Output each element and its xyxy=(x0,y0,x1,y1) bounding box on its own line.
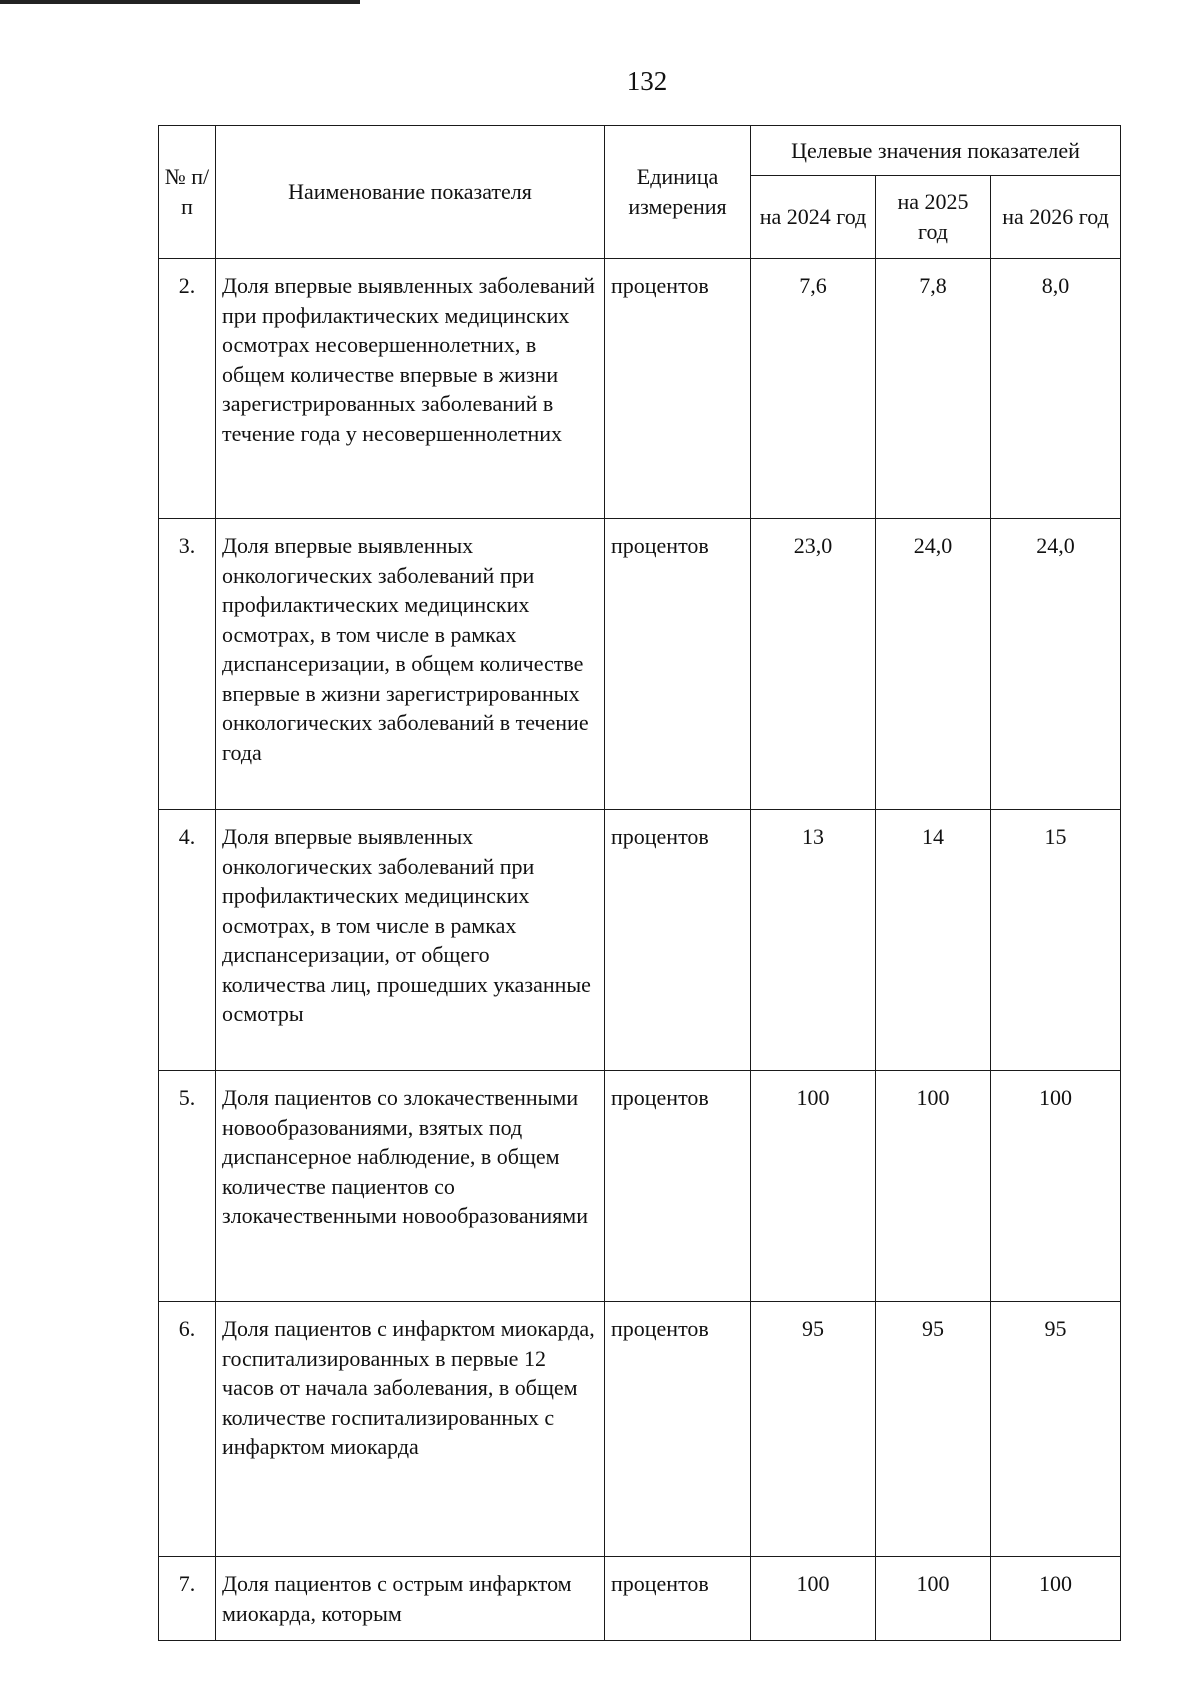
header-number: № п/п xyxy=(159,126,216,259)
row-number: 6. xyxy=(159,1302,216,1557)
table-row xyxy=(159,1302,1121,1557)
indicator-name: Доля впервые выявленных заболеваний при профилактических медицинских осмотрах несовершеннолетних, в общем количестве впервые в жизни зарегистрированных заболеваний в течение года у несовершеннолетних xyxy=(216,259,605,519)
table-row xyxy=(159,810,1121,1071)
table-row xyxy=(159,519,1121,810)
indicator-name: Доля впервые выявленных онкологических заболеваний при профилактических медицинских осмотрах, в том числе в рамках диспансеризации, в общем количестве впервые в жизни зарегистрированных онкологических заболеваний в течение года xyxy=(216,519,605,810)
value-2026: 100 xyxy=(991,1071,1121,1302)
header-indicator-name: Наименование показателя xyxy=(216,126,605,259)
value-2025: 7,8 xyxy=(876,259,991,519)
indicator-name: Доля пациентов с инфарктом миокарда, госпитализированных в первые 12 часов от начала заболевания, в общем количестве госпитализированных с инфарктом миокарда xyxy=(216,1302,605,1557)
value-2025: 100 xyxy=(876,1071,991,1302)
value-2026: 95 xyxy=(991,1302,1121,1557)
value-2024: 100 xyxy=(751,1071,876,1302)
table-row xyxy=(159,259,1121,519)
value-2024: 95 xyxy=(751,1302,876,1557)
row-number: 2. xyxy=(159,259,216,519)
header-year-2026: на 2026 год xyxy=(991,176,1121,259)
unit-cell: процентов xyxy=(605,1071,751,1302)
indicator-name: Доля пациентов с острым инфарктом миокарда, которым xyxy=(216,1557,605,1641)
unit-cell: процентов xyxy=(605,259,751,519)
value-2026: 24,0 xyxy=(991,519,1121,810)
unit-cell: процентов xyxy=(605,1557,751,1641)
indicator-name: Доля впервые выявленных онкологических заболеваний при профилактических медицинских осмотрах, в том числе в рамках диспансеризации, от общего количества лиц, прошедших указанные осмотры xyxy=(216,810,605,1071)
indicators-table xyxy=(158,125,1121,1641)
unit-cell: процентов xyxy=(605,810,751,1071)
table-row xyxy=(159,1071,1121,1302)
value-2026: 8,0 xyxy=(991,259,1121,519)
value-2025: 95 xyxy=(876,1302,991,1557)
header-year-2025: на 2025 год xyxy=(876,176,991,259)
value-2025: 100 xyxy=(876,1557,991,1641)
header-year-2024: на 2024 год xyxy=(751,176,876,259)
value-2024: 23,0 xyxy=(751,519,876,810)
header-unit: Единица измерения xyxy=(605,126,751,259)
page-number: 132 xyxy=(626,66,668,96)
value-2026: 15 xyxy=(991,810,1121,1071)
header-target-values: Целевые значения показателей xyxy=(751,126,1121,176)
row-number: 7. xyxy=(159,1557,216,1641)
row-number: 3. xyxy=(159,519,216,810)
value-2025: 14 xyxy=(876,810,991,1071)
value-2026: 100 xyxy=(991,1557,1121,1641)
value-2024: 7,6 xyxy=(751,259,876,519)
value-2025: 24,0 xyxy=(876,519,991,810)
row-number: 5. xyxy=(159,1071,216,1302)
value-2024: 13 xyxy=(751,810,876,1071)
value-2024: 100 xyxy=(751,1557,876,1641)
row-number: 4. xyxy=(159,810,216,1071)
unit-cell: процентов xyxy=(605,519,751,810)
table-row xyxy=(159,1557,1121,1641)
top-edge-rule xyxy=(0,0,360,4)
unit-cell: процентов xyxy=(605,1302,751,1557)
indicator-name: Доля пациентов со злокачественными новообразованиями, взятых под диспансерное наблюдение, в общем количестве пациентов со злокачественными новообразованиями xyxy=(216,1071,605,1302)
